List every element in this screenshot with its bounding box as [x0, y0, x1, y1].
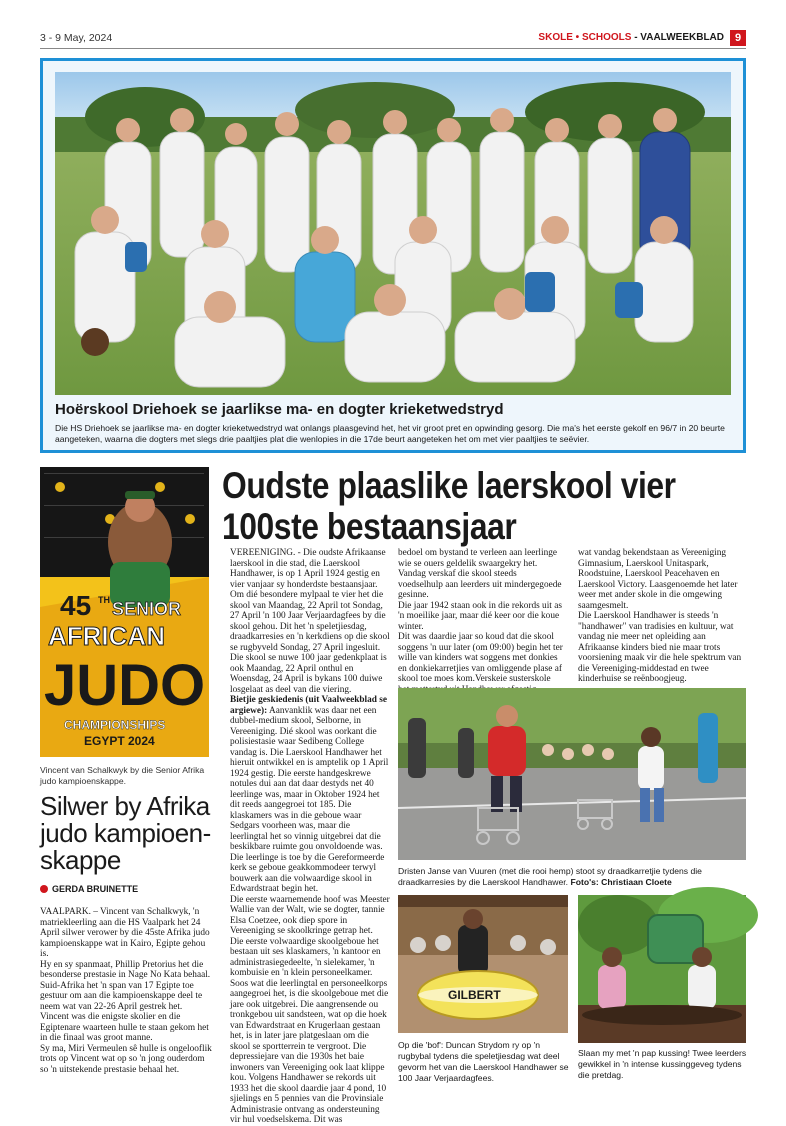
judo-byline [40, 884, 138, 894]
main-headline-line-1: Oudste plaaslike laerskool vier [222, 465, 676, 506]
story-paragraph: Die jaar 1942 staan ook in die rekords uit as 'n moeilike jaar, maar dié keer oor die koue winter. [398, 600, 562, 632]
cricket-story-title: Hoërskool Driehoek se jaarlikse ma- en dogter krieketwedstryd [55, 401, 504, 418]
story-paragraph: Om dié besondere mylpaal te vier het die skool van Maandag, 22 April tot Sondag, 27 April 'n 100 Jaar Verjaardagfees by die skool gehou. Dit het 'n speletjiesdag, draadkarresies en 'n kerkdiens op die skool se rugbyveld Sondag, 27 April ingesluit. [230, 590, 390, 653]
judo-headline-line-3: skappe [40, 845, 121, 875]
banner-th: TH [98, 595, 110, 605]
main-story-headline [222, 465, 678, 547]
judo-banner-illustration [40, 467, 209, 757]
banner-egypt: EGYPT 2024 [84, 734, 155, 748]
story-paragraph: Dit was daardie jaar so koud dat die skool soggens 'n uur later (om 09:00) begin het ter wille van kinders wat soggens met donkies en donkiekarretjies van omliggende plase af skool toe moes kom.Verskeie susterskole [398, 632, 563, 684]
banner-45: 45 [60, 590, 92, 621]
story-paragraph: Die Laerskool Handhawer is steeds 'n "handhawer" van tradisies en kultuur, wat vandag nie meer net opleiding aan Afrikaanse kinders bied nie maar trots voorsiening maak vir die hele spektrum van die Vereeniging-middestad en twee kinderhuise se reënboogjeug. [578, 611, 742, 684]
story-paragraph: bedoel om bystand te verleen aan leerlinge wie se ouers geldelik swaargekry het. Vandag verskaf die skool steeds voedselhulp aan leerders uit mindergegoede gesinne. [398, 548, 562, 600]
story-subhead: Bietjie geskiedenis (uit Vaalweekblad se argiewe): [230, 695, 388, 716]
story-paragraph: VEREENIGING. - Die oudste Afrikaanse laerskool in die stad, die Laerskool Handhawer, is op 1 April 1924 gestig en vier vanjaar sy honderdste bestaansjaar. [230, 548, 386, 590]
page-number: 9 [730, 30, 746, 46]
section-vaalweekblad: - VAALWEEKBLAD [634, 32, 724, 43]
main-story-column-1 [230, 548, 390, 1126]
wire-car-race-photo [398, 688, 746, 860]
story-paragraph: Die eerste waarnemende hoof was Meester Wallie van der Walt, wie se dogter, tannie Elsa Coetzee, ook diep spore in Vereeniging se skoolkringe getrap het. [230, 894, 390, 936]
wire-car-race-caption [398, 866, 746, 888]
banner-african: AFRICAN [48, 621, 165, 651]
section-skole: SKOLE [538, 32, 573, 43]
story-paragraph: wat vandag bekendstaan as Vereeniging Gimnasium, Laerskool Unitaspark, Roodstuine, Laerskool Peacehaven en Laerskool Victory. Laasgenoemde het later weer met ander skole in die omgewing saamgesmelt. [578, 548, 738, 611]
section-separator: • [575, 32, 580, 43]
cricket-photo-illustration [55, 72, 731, 395]
section-schools: SCHOOLS [581, 32, 632, 43]
rugby-ball-ride-photo [398, 895, 568, 1033]
judo-photo [40, 467, 209, 757]
byline-dot-icon [40, 885, 48, 893]
judo-photo-caption: Vincent van Schalkwyk by die Senior Afrika judo kampioenskappe. [40, 765, 205, 786]
cricket-story-box [40, 58, 746, 453]
judo-story-body [40, 907, 212, 1075]
photo-credit: Foto's: Christiaan Cloete [570, 877, 672, 887]
pillow-fight-caption: Slaan my met 'n pap kussing! Twee leerders gewikkel in 'n intense kussinggeveg tydens die pretdag. [578, 1048, 747, 1080]
main-story-column-3 [578, 548, 745, 685]
story-paragraph: Die skool se nuwe 100 jaar gedenkplaat is ook Maandag, 22 April onthul en Woensdag, 24 April is bykans 100 duiwe losgelaat as deel van die viering. [230, 653, 387, 695]
pillow-fight-illustration [578, 895, 746, 1043]
banner-judo: JUDO [44, 653, 206, 718]
wire-car-caption-text: Dristen Janse van Vuuren (met die rooi hemp) stoot sy draadkarretjie tydens die draadkarresies by die Laerskool Handhawer. [398, 866, 702, 887]
byline-author: GERDA BRUINETTE [52, 884, 139, 894]
cricket-story-caption: Die HS Driehoek se jaarlikse ma- en dogter krieketwedstryd wat onlangs plaasgevind het, het vir groot pret en opwinding gesorg. Die ma's het eerste gekolf en 96/7 in 20 beurte aangeteken, waarna die dogters met slegs drie paaltjies plat die wenlopies in die 17de beurt aangeteken het om met vier paaltjies te seëvier. [55, 423, 725, 444]
rugby-photo-caption: Op die 'bof': Duncan Strydom ry op 'n rugbybal tydens die speletjiesdag wat deel gevorm het van die Laerskool Handhawer se 100 Jaar Verjaardagfees. [398, 1040, 569, 1083]
cricket-team-photo [55, 72, 731, 395]
banner-senior: SENIOR [112, 599, 182, 619]
judo-paragraph: Vincent was die enigste skolier en die Egiptenare waarteen hulle te staan gekom het in die finaal was groot manne. [40, 1012, 209, 1043]
judo-headline-line-1: Silwer by Afrika [40, 791, 210, 821]
judo-paragraph: Hy en sy spanmaat, Phillip Pretorius het die besonderse prestasie in Nage No Kata behaal. [40, 959, 211, 980]
header-divider [40, 48, 746, 49]
main-story-column-2 [398, 548, 563, 706]
rugby-ball-ride-illustration [398, 895, 568, 1033]
section-label [538, 32, 724, 43]
pillow-fight-photo [578, 895, 746, 1043]
banner-championships: CHAMPIONSHIPS [64, 718, 166, 732]
rugby-ball-brand: GILBERT [448, 988, 501, 1002]
page-header [40, 28, 746, 48]
judo-headline-line-2: judo kampioen- [40, 818, 211, 848]
issue-date: 3 - 9 May, 2024 [40, 32, 113, 44]
judo-paragraph: Suid-Afrika het 'n span van 17 Egipte toe gestuur om aan die kampioenskappe deel te neem wat van 22-26 April gestrek het. [40, 980, 203, 1012]
judo-headline [40, 793, 216, 874]
judo-paragraph: Sy ma, Miri Vermeulen sê hulle is ongelooflik trots op Vincent wat op so 'n jong ouderdom so 'n uitstekende prestasie behaal het. [40, 1043, 212, 1075]
story-paragraph-with-subhead [230, 695, 390, 895]
story-text: Aanvanklik was daar net een dubbel-medium skool, Selborne, in Vereeniging. Dié skool was oorkant die polisiestasie waar Sedibeng College vandag is. Die Laerskool Handhawer het hieruit ontwikkel en is amptelik op 1 April 1924 gestig. Die eerste handgeskrewe notules dui aan dat daar destyds net 40 leerlinge was, maar in Oktober 1924 het dit reeds aangegroei tot 185. Die klaskamers was in die geboue waar Sedgars voorheen was, maar die leerlingtal het so vinnig uitgebrei dat die beskikbare ruimte gou onvoldoende was. Die leerlinge is toe by die Gereformeerde kerk se geboue geakkommodeer terwyl bouwerk aan die volwaardige skool in Edwardstraat begin het. [230, 705, 389, 894]
wire-car-race-illustration [398, 688, 746, 860]
main-headline-line-2: 100ste bestaansjaar [222, 506, 517, 547]
story-paragraph: Die eerste volwaardige skoolgeboue het bestaan uit ses klaskamers, 'n kantoor en administrasiegedeelte, 'n sielekamer, 'n kombuisie en 'n klein personeelkamer. Soos wat die leerlingtal en personeelkorps aangegroei het, is die skoolgeboue met die jare ook uitgebrei. Die aangrensende ou tronkgebou uit sandsteen, wat op die hoek van Edwardstraat en Krugerlaan gestaan het, is in later jare platgeslaan om die skool se sportterrein te vergroot. Die depressiejare van die 1930s het baie inwoners van Vereeniging ook laat klippe kou. Volgens Handhawer se rekords uit 1933 het die skool daardie jaar 4 pond, 10 sjielings en 5 pennies van die Provinsiale Administrasie ontvang as ondersteuning vir hul voedselskema. Dit was [230, 936, 389, 1125]
judo-paragraph: VAALPARK. – Vincent van Schalkwyk, 'n matriekleerling aan die HS Vaalpark het 24 April silwer verower by die 45ste Afrika judo kampioenskappe wat in Kairo, Egipte gehou is. [40, 907, 210, 959]
